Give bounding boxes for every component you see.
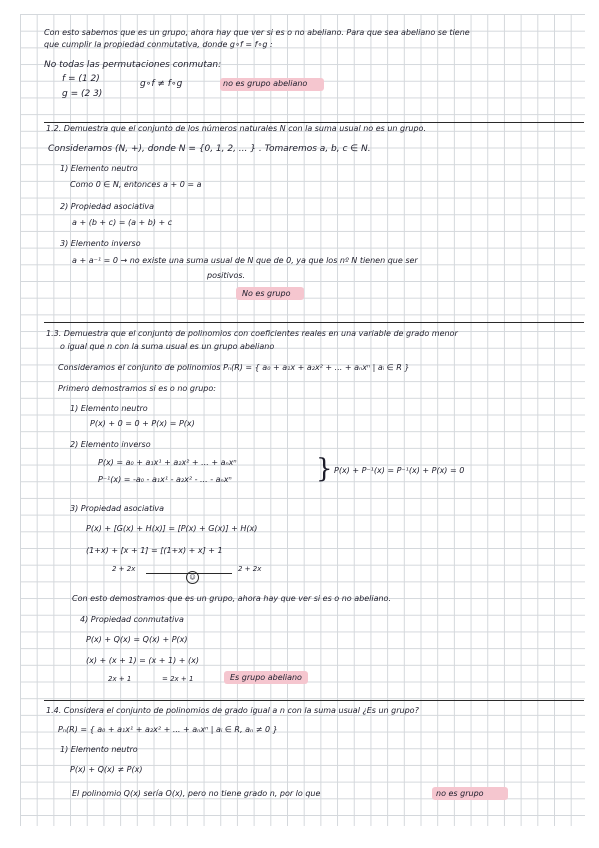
- s13-title-line-1: 1.3. Demuestra que el conjunto de polinomios con coeficientes reales en una variable de grado menor: [46, 329, 458, 338]
- s13-p4-line-1: P(x) + Q(x) = Q(x) + P(x): [86, 635, 188, 644]
- section-rule-s13: [44, 322, 584, 323]
- perm-g: g = (2 3): [62, 89, 103, 99]
- s13-p2-result: P(x) + P⁻¹(x) = P⁻¹(x) + P(x) = 0: [334, 466, 465, 475]
- s13-p1-title: 1) Elemento neutro: [70, 404, 148, 413]
- page-margin-top: [0, 0, 599, 14]
- s12-consider: Consideramos (N, +), donde N = {0, 1, 2, ... } . Tomaremos a, b, c ∈ N.: [48, 144, 371, 154]
- s13-conclusion: Es grupo abeliano: [230, 673, 302, 682]
- intro-line-1: Con esto sabemos que es un grupo, ahora hay que ver si es o no abeliano. Para que sea abeliano se tiene: [44, 28, 470, 37]
- s13-p2-line-2: P⁻¹(x) = -a₀ - a₁x¹ - a₂x² - ... - aₙxⁿ: [98, 475, 232, 484]
- s13-group: Con esto demostramos que es un grupo, ahora hay que ver si es o no abeliano.: [72, 594, 391, 603]
- s14-p1-line: P(x) + Q(x) ≠ P(x): [70, 765, 143, 774]
- s13-p1-line: P(x) + 0 = 0 + P(x) = P(x): [90, 419, 195, 428]
- s13-p3-line-3a: 2 + 2x: [112, 565, 136, 573]
- intro-conclusion: no es grupo abeliano: [223, 79, 308, 88]
- s13-brace: }: [316, 454, 333, 484]
- intro-line-2: que cumplir la propiedad conmutativa, donde g∘f = f∘g :: [44, 40, 273, 49]
- check-smiley-icon: ☺: [186, 571, 199, 584]
- s13-p3-line-2: (1+x) + [x + 1] = [(1+x) + x] + 1: [86, 546, 223, 555]
- page-margin-right: [585, 0, 599, 848]
- s13-p3-title: 3) Propiedad asociativa: [70, 504, 165, 513]
- s13-title-line-2: o igual que n con la suma usual es un grupo abeliano: [60, 342, 275, 351]
- s12-p1-line: Como 0 ∈ N, entonces a + 0 = a: [70, 180, 202, 189]
- s14-final-a: El polinomio Q(x) sería O(x), pero no tiene grado n, por lo que: [72, 789, 321, 798]
- s13-p4-line-3a: 2x + 1: [108, 675, 132, 683]
- s13-p4-title: 4) Propiedad conmutativa: [80, 615, 184, 624]
- perm-inequality: g∘f ≠ f∘g: [140, 79, 183, 89]
- s13-p2-line-1: P(x) = a₀ + a₁x¹ + a₂x² + ... + aₙxⁿ: [98, 458, 237, 467]
- section-rule-s14: [44, 700, 584, 701]
- s12-p3-line: a + a⁻¹ = 0 → no existe una suma usual de N que de 0, ya que los nº N tienen que ser: [72, 256, 418, 265]
- s12-p2-title: 2) Propiedad asociativa: [60, 202, 155, 211]
- s13-p3-line-3b: 2 + 2x: [238, 565, 262, 573]
- perm-f: f = (1 2): [62, 74, 100, 84]
- s13-p4-line-2: (x) + (x + 1) = (x + 1) + (x): [86, 656, 200, 665]
- s12-p3-line-2: positivos.: [207, 271, 246, 280]
- s13-first: Primero demostramos si es o no grupo:: [58, 384, 216, 393]
- s12-p2-line: a + (b + c) = (a + b) + c: [72, 218, 173, 227]
- s14-final-b: no es grupo: [436, 789, 484, 798]
- s13-p3-line-1: P(x) + [G(x) + H(x)] = [P(x) + G(x)] + H(x): [86, 524, 258, 533]
- s14-title: 1.4. Considera el conjunto de polinomios de grado igual a n con la suma usual ¿Es un grupo?: [46, 706, 419, 715]
- section-rule-s12: [44, 122, 584, 123]
- page-margin-left: [0, 0, 20, 848]
- s14-p1-title: 1) Elemento neutro: [60, 745, 138, 754]
- s12-title: 1.2. Demuestra que el conjunto de los números naturales N con la suma usual no es un grupo.: [46, 124, 426, 133]
- s13-p4-line-3b: = 2x + 1: [162, 675, 194, 683]
- s14-set: Pₙ(R) = { a₀ + a₁x¹ + a₂x² + ... + aₙxⁿ | aᵢ ∈ R, aₙ ≠ 0 }: [58, 725, 278, 734]
- page-margin-bottom: [0, 826, 599, 848]
- s12-conclusion: No es grupo: [242, 289, 291, 298]
- s13-p2-title: 2) Elemento inverso: [70, 440, 151, 449]
- s12-p1-title: 1) Elemento neutro: [60, 164, 138, 173]
- intro-line-3: No todas las permutaciones conmutan:: [44, 60, 222, 70]
- s12-p3-title: 3) Elemento inverso: [60, 239, 141, 248]
- s13-consider: Consideramos el conjunto de polinomios Pₙ(R) = { a₀ + a₁x + a₂x² + ... + aₙxⁿ | aᵢ ∈ R }: [58, 363, 410, 372]
